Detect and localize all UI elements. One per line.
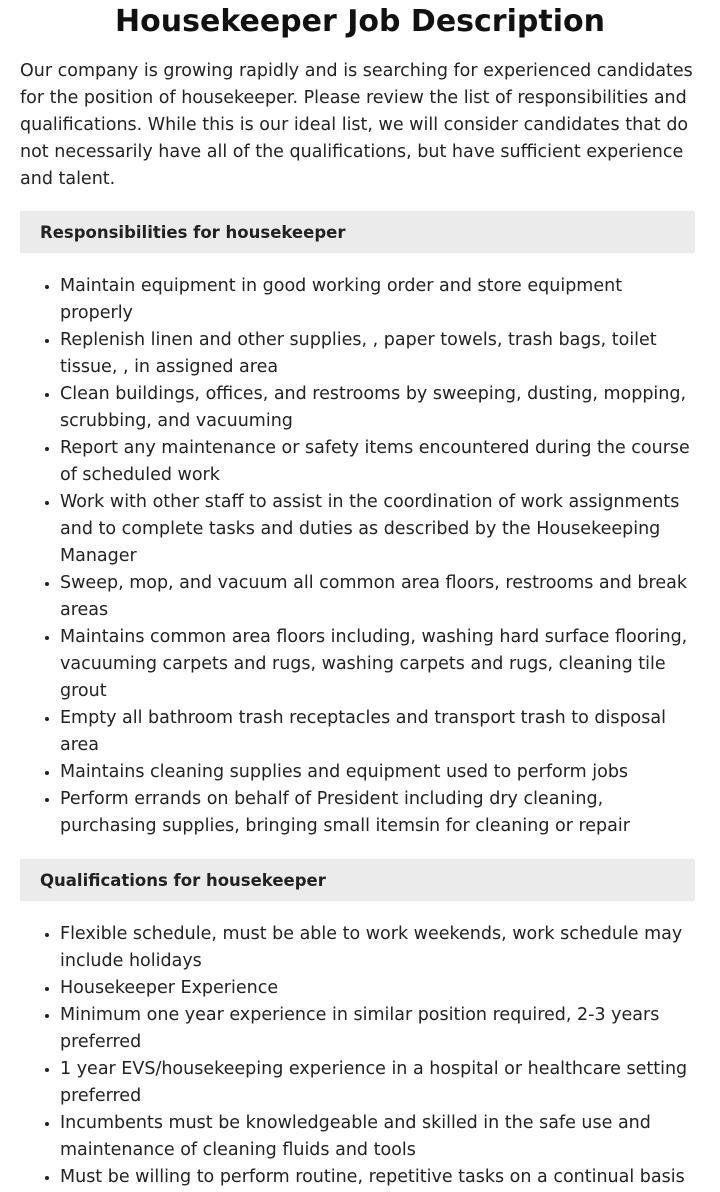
list-item: • Minimum one year experience in similar position required, 2-3 years preferred	[60, 1002, 700, 1056]
list-item: • Perform errands on behalf of President including dry cleaning, purchasing supplies, bringing small itemsin for cleaning or repair	[60, 786, 700, 840]
list-item: • Empty all bathroom trash receptacles and transport trash to disposal area	[60, 705, 700, 759]
list-item: • Must be willing to perform routine, repetitive tasks on a continual basis	[60, 1164, 700, 1191]
list-item: • Incumbents must be knowledgeable and skilled in the safe use and maintenance of cleaning fluids and tools	[60, 1110, 700, 1164]
list-item: • 1 year EVS/housekeeping experience in a hospital or healthcare setting preferred	[60, 1056, 700, 1110]
responsibilities-list	[0, 273, 720, 840]
list-item: • Report any maintenance or safety items encountered during the course of scheduled work	[60, 435, 700, 489]
page-title: Housekeeper Job Description	[115, 4, 605, 39]
list-item: • Maintains common area floors including, washing hard surface flooring, vacuuming carpets and rugs, washing carpets and rugs, cleaning tile grout	[60, 624, 700, 705]
intro-paragraph: Our company is growing rapidly and is searching for experienced candidates for the position of housekeeper. Please review the list of responsibilities and qualifications. While this is our ideal list, we will consider candidates that do not necessarily have all of the qualifications, but have sufficient experience and talent.	[20, 61, 693, 189]
responsibilities-heading: Responsibilities for housekeeper	[20, 211, 695, 253]
list-item: • Maintain equipment in good working order and store equipment properly	[60, 273, 700, 327]
list-item: • Work with other staff to assist in the coordination of work assignments and to complete tasks and duties as described by the Housekeeping Manager	[60, 489, 700, 570]
qualifications-list	[0, 921, 720, 1191]
list-item: • Clean buildings, offices, and restrooms by sweeping, dusting, mopping, scrubbing, and vacuuming	[60, 381, 700, 435]
list-item: • Sweep, mop, and vacuum all common area floors, restrooms and break areas	[60, 570, 700, 624]
list-item: • Housekeeper Experience	[60, 975, 700, 1002]
list-item: • Maintains cleaning supplies and equipment used to perform jobs	[60, 759, 700, 786]
qualifications-heading: Qualifications for housekeeper	[20, 859, 695, 901]
list-item: • Replenish linen and other supplies, , paper towels, trash bags, toilet tissue, , in assigned area	[60, 327, 700, 381]
list-item: • Flexible schedule, must be able to work weekends, work schedule may include holidays	[60, 921, 700, 975]
